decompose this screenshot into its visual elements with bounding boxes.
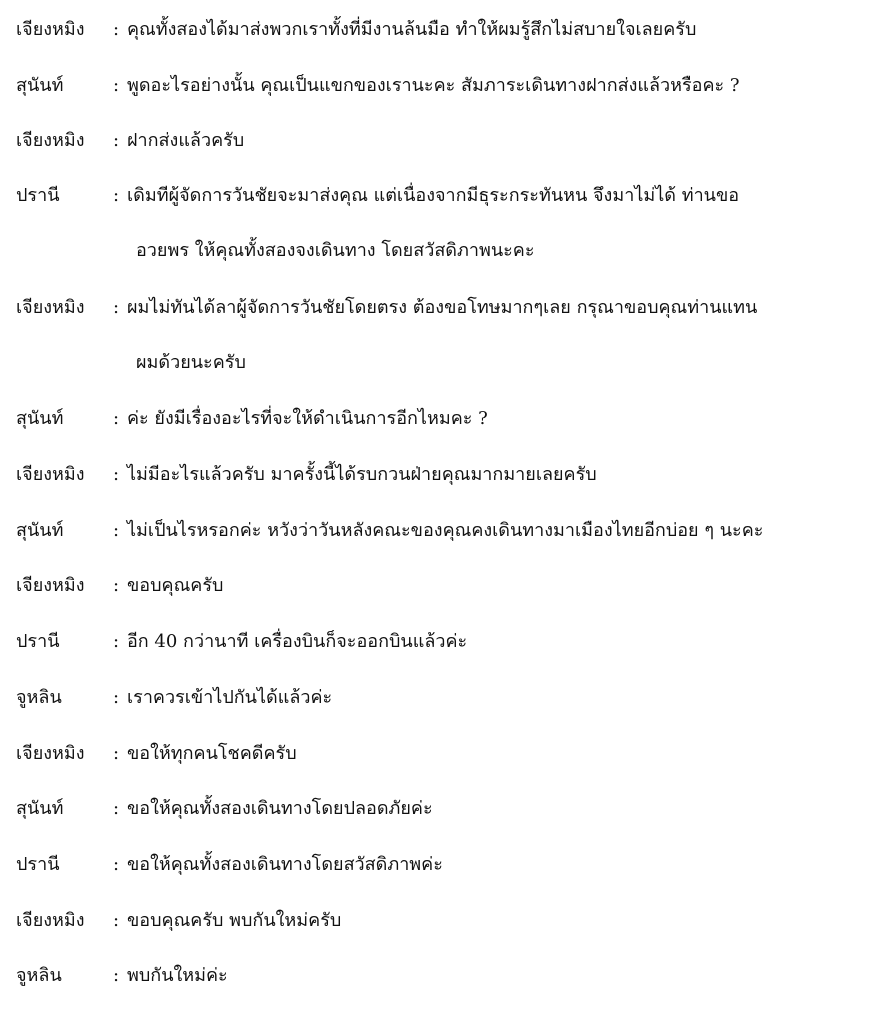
dialogue-line bbox=[0, 456, 888, 494]
speaker-separator: : bbox=[113, 798, 120, 819]
speaker-separator: : bbox=[113, 965, 120, 986]
dialogue-continuation-line bbox=[0, 344, 888, 382]
speaker-separator: : bbox=[113, 297, 120, 318]
dialogue-text: พบกันใหม่ค่ะ bbox=[127, 965, 228, 986]
speaker-name: เจียงหมิง bbox=[16, 575, 85, 596]
speaker-separator: : bbox=[113, 408, 120, 429]
dialogue-line bbox=[0, 567, 888, 605]
dialogue-text: ขอให้ทุกคนโชคดีครับ bbox=[127, 743, 297, 764]
speaker-name: ปรานี bbox=[16, 854, 60, 875]
speaker-name: เจียงหมิง bbox=[16, 743, 85, 764]
dialogue-continuation-text: ผมด้วยนะครับ bbox=[136, 352, 246, 373]
dialogue-text: ขอบคุณครับ bbox=[127, 575, 224, 596]
dialogue-line bbox=[0, 400, 888, 438]
dialogue-continuation-line bbox=[0, 232, 888, 270]
speaker-name: สุนันท์ bbox=[16, 75, 64, 96]
dialogue-line bbox=[0, 957, 888, 995]
dialogue-line bbox=[0, 512, 888, 550]
dialogue-text: ผมไม่ทันได้ลาผู้จัดการวันชัยโดยตรง ต้องขอโทษมากๆเลย กรุณาขอบคุณท่านแทน bbox=[127, 297, 758, 318]
dialogue-text: พูดอะไรอย่างนั้น คุณเป็นแขกของเรานะคะ สัมภาระเดินทางฝากส่งแล้วหรือคะ ? bbox=[127, 75, 740, 96]
speaker-separator: : bbox=[113, 687, 120, 708]
dialogue-continuation-text: อวยพร ให้คุณทั้งสองจงเดินทาง โดยสวัสดิภาพนะคะ bbox=[136, 240, 535, 261]
speaker-separator: : bbox=[113, 854, 120, 875]
dialogue-line bbox=[0, 11, 888, 49]
speaker-separator: : bbox=[113, 910, 120, 931]
speaker-name: สุนันท์ bbox=[16, 520, 64, 541]
speaker-name: ปรานี bbox=[16, 185, 60, 206]
dialogue-text: ฝากส่งแล้วครับ bbox=[127, 130, 245, 151]
speaker-name: จูหลิน bbox=[16, 965, 62, 986]
speaker-separator: : bbox=[113, 575, 120, 596]
speaker-name: สุนันท์ bbox=[16, 408, 64, 429]
dialogue-text: ขอให้คุณทั้งสองเดินทางโดยสวัสดิภาพค่ะ bbox=[127, 854, 443, 875]
speaker-name: เจียงหมิง bbox=[16, 464, 85, 485]
dialogue-line bbox=[0, 846, 888, 884]
dialogue-line bbox=[0, 735, 888, 773]
speaker-separator: : bbox=[113, 631, 120, 652]
speaker-separator: : bbox=[113, 464, 120, 485]
dialogue-text: คุณทั้งสองได้มาส่งพวกเราทั้งที่มีงานล้นมือ ทำให้ผมรู้สึกไม่สบายใจเลยครับ bbox=[127, 19, 697, 40]
speaker-separator: : bbox=[113, 185, 120, 206]
dialogue-text: อีก 40 กว่านาที เครื่องบินก็จะออกบินแล้วค่ะ bbox=[127, 631, 468, 652]
dialogue-line bbox=[0, 623, 888, 661]
speaker-separator: : bbox=[113, 130, 120, 151]
speaker-separator: : bbox=[113, 520, 120, 541]
dialogue-text: ไม่มีอะไรแล้วครับ มาครั้งนี้ได้รบกวนฝ่ายคุณมากมายเลยครับ bbox=[127, 464, 597, 485]
dialogue-line bbox=[0, 790, 888, 828]
speaker-name: เจียงหมิง bbox=[16, 910, 85, 931]
dialogue-line bbox=[0, 679, 888, 717]
speaker-name: จูหลิน bbox=[16, 687, 62, 708]
speaker-name: เจียงหมิง bbox=[16, 297, 85, 318]
speaker-name: เจียงหมิง bbox=[16, 130, 85, 151]
dialogue-line bbox=[0, 177, 888, 215]
dialogue-text: ไม่เป็นไรหรอกค่ะ หวังว่าวันหลังคณะของคุณคงเดินทางมาเมืองไทยอีกบ่อย ๆ นะคะ bbox=[127, 520, 764, 541]
speaker-name: ปรานี bbox=[16, 631, 60, 652]
dialogue-text: ค่ะ ยังมีเรื่องอะไรที่จะให้ดำเนินการอีกไหมคะ ? bbox=[127, 408, 488, 429]
speaker-name: สุนันท์ bbox=[16, 798, 64, 819]
speaker-separator: : bbox=[113, 743, 120, 764]
dialogue-text: ขอให้คุณทั้งสองเดินทางโดยปลอดภัยค่ะ bbox=[127, 798, 433, 819]
dialogue-line bbox=[0, 67, 888, 105]
dialogue-text: ขอบคุณครับ พบกันใหม่ครับ bbox=[127, 910, 342, 931]
dialogue-text: เดิมทีผู้จัดการวันชัยจะมาส่งคุณ แต่เนื่องจากมีธุระกระทันหน จึงมาไม่ได้ ท่านขอ bbox=[127, 185, 740, 206]
dialogue-line bbox=[0, 122, 888, 160]
dialogue-text: เราควรเข้าไปกันได้แล้วค่ะ bbox=[127, 687, 333, 708]
speaker-separator: : bbox=[113, 75, 120, 96]
speaker-separator: : bbox=[113, 19, 120, 40]
dialogue-line bbox=[0, 902, 888, 940]
speaker-name: เจียงหมิง bbox=[16, 19, 85, 40]
dialogue-line bbox=[0, 289, 888, 327]
